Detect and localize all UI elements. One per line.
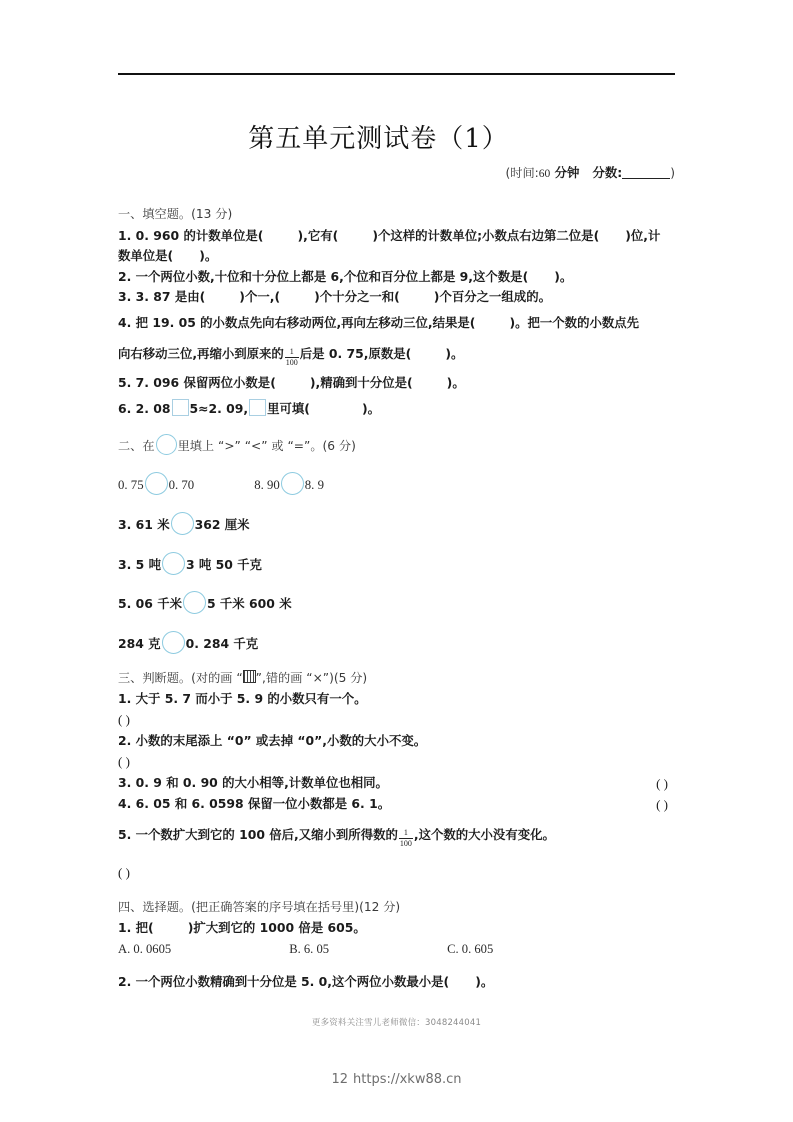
footer-url: https://xkw88.cn — [353, 1072, 462, 1087]
section3-q5 — [118, 825, 678, 848]
s4-q2-text: 2. 一个两位小数精确到十分位是 5. 0,这个两位小数最小是( — [118, 974, 450, 990]
score-blank[interactable] — [622, 178, 670, 179]
q5-part-c: )。 — [446, 374, 465, 390]
compare-circle-2[interactable] — [171, 512, 194, 535]
section3-heading-a: 三、判断题。(对的画 “ — [118, 671, 243, 686]
s3-q4-answer-paren[interactable]: ( ) — [656, 796, 668, 812]
compare-left-1: 0. 75 — [118, 478, 144, 493]
q4-part-c: 向右移动三位,再缩小到原来的 — [118, 345, 284, 361]
s3-q3-text: 3. 0. 9 和 0. 90 的大小相等,计数单位也相同。 — [118, 774, 388, 790]
checkmark-glyph-icon — [243, 670, 256, 683]
choice-c[interactable]: C. 0. 605 — [447, 942, 494, 957]
fraction-numerator: 1 — [289, 346, 294, 356]
q6-part-d: )。 — [361, 401, 381, 417]
compare-circle-3[interactable] — [162, 552, 185, 575]
watermark — [0, 1016, 793, 1028]
section3-heading-b: ”,错的画 “×”)(5 分) — [255, 671, 368, 686]
compare-circle-heading[interactable] — [156, 434, 177, 455]
answer-box-2[interactable] — [249, 399, 266, 416]
page-title — [0, 118, 793, 155]
section1-q1 — [118, 226, 678, 246]
meta-suffix: ) — [670, 166, 675, 180]
meta-time-prefix: (时间: — [505, 166, 539, 180]
section1-q3 — [118, 287, 678, 307]
q3-part-b: )个一,( — [239, 289, 281, 305]
q1-part-c: )个这样的计数单位;小数点右边第二位是( — [372, 227, 600, 243]
q5-part-a: 5. 7. 096 保留两位小数是( — [118, 374, 276, 390]
q4-part-b: )。把一个数的小数点先 — [509, 315, 640, 331]
choice-b[interactable]: B. 6. 05 — [289, 942, 330, 957]
compare-left-5: 284 克 — [118, 635, 161, 651]
section1-q1-cont — [118, 246, 678, 266]
compare-right-1: 0. 70 — [168, 478, 195, 493]
meta-score-label: 分数: — [592, 165, 623, 180]
section3-q2 — [118, 731, 678, 751]
compare-left-1b: 8. 90 — [254, 478, 280, 493]
compare-right-1b: 8. 9 — [304, 478, 324, 493]
section1-q4 — [118, 313, 678, 333]
q3-part-a: 3. 3. 87 是由( — [118, 289, 206, 305]
choice-a[interactable]: A. 0. 0605 — [118, 942, 172, 957]
meta-time-value: 60 — [538, 168, 551, 180]
section3-q3 — [118, 773, 678, 794]
q4-part-e: )。 — [445, 345, 464, 361]
compare-circle-4[interactable] — [183, 591, 206, 614]
section1-q5 — [118, 373, 678, 393]
s4-q2-end: )。 — [475, 974, 494, 990]
compare-right-3: 3 吨 50 千克 — [185, 556, 262, 572]
q3-part-c: )个十分之一和( — [314, 289, 400, 305]
fraction-one-hundredth — [285, 348, 299, 367]
q2-end: )。 — [554, 268, 573, 284]
q1-part-d: )位,计 — [625, 227, 661, 243]
section2-heading — [118, 434, 678, 457]
compare-left-2: 3. 61 米 — [118, 517, 170, 533]
compare-right-5: 0. 284 千克 — [185, 635, 259, 651]
s4-q1-part-b: )扩大到它的 1000 倍是 605。 — [187, 919, 366, 935]
section3-q1-mark — [118, 709, 678, 730]
s3-q1-answer-paren[interactable]: ( ) — [118, 712, 130, 728]
compare-left-3: 3. 5 吨 — [118, 556, 161, 572]
q6-part-b: 5≈2. 09, — [189, 401, 249, 417]
compare-circle-1b[interactable] — [281, 472, 304, 495]
section4-q1-choices — [118, 940, 678, 960]
q6-part-a: 6. 2. 08 — [118, 401, 171, 417]
compare-right-4: 5 千米 600 米 — [206, 596, 292, 612]
section4-heading-text: 四、选择题。(把正确答案的序号填在括号里)(12 分) — [118, 899, 401, 914]
section1-heading: 一、填空题。(13 分) — [118, 207, 233, 221]
q3-part-d: )个百分之一组成的。 — [433, 289, 551, 305]
fraction-denominator-2: 100 — [399, 838, 412, 848]
page-title-text: 第五单元测试卷（1） — [248, 124, 509, 154]
q1-part-a: 1. 0. 960 的计数单位是( — [118, 227, 264, 243]
section3-q1 — [118, 689, 678, 709]
fraction-denominator: 100 — [285, 357, 298, 367]
s3-q5-answer-paren[interactable]: ( ) — [118, 864, 130, 880]
compare-left-4: 5. 06 千米 — [118, 596, 182, 612]
section1-q4-cont — [118, 344, 678, 367]
compare-row-1 — [118, 472, 678, 496]
section1-q6 — [118, 399, 678, 419]
page-footer — [0, 1072, 793, 1087]
exam-meta — [0, 163, 793, 181]
section4-q2 — [118, 972, 678, 992]
s3-q5-part-b: ,这个数的大小没有变化。 — [413, 826, 555, 842]
s3-q2-text: 2. 小数的末尾添上 “0” 或去掉 “0”,小数的大小不变。 — [118, 732, 427, 748]
s3-q1-text: 1. 大于 5. 7 而小于 5. 9 的小数只有一个。 — [118, 690, 367, 706]
section3-q5-mark — [118, 862, 678, 883]
watermark-text: 更多资料关注雪儿老师微信：3048244041 — [311, 1018, 482, 1028]
q4-part-a: 4. 把 19. 05 的小数点先向右移动两位,再向左移动三位,结果是( — [118, 315, 476, 331]
q1-part-e: 数单位是( — [118, 248, 174, 264]
exam-content — [118, 205, 678, 993]
answer-box-1[interactable] — [172, 399, 189, 416]
q1-part-f: )。 — [199, 248, 218, 264]
q5-part-b: ),精确到十分位是( — [309, 374, 413, 390]
s3-q4-text: 4. 6. 05 和 6. 0598 保留一位小数都是 6. 1。 — [118, 795, 391, 811]
compare-right-2: 362 厘米 — [194, 517, 250, 533]
fraction-one-hundredth-2 — [399, 829, 413, 848]
s3-q2-answer-paren[interactable]: ( ) — [118, 754, 130, 770]
section2-heading-b: 里填上 “>” “<” 或 “=”。(6 分) — [177, 438, 356, 453]
section3-heading — [118, 668, 678, 689]
s3-q3-answer-paren[interactable]: ( ) — [656, 775, 668, 791]
q1-part-b: ),它有( — [297, 227, 339, 243]
page-number: 12 — [331, 1072, 349, 1087]
section2-heading-a: 二、在 — [118, 438, 155, 453]
compare-row-2 — [118, 512, 678, 536]
q2-text: 2. 一个两位小数,十位和十分位上都是 6,个位和百分位上都是 9,这个数是( — [118, 268, 529, 284]
q6-part-c: 里可填( — [267, 401, 310, 417]
q4-part-d: 后是 0. 75,原数是( — [299, 345, 412, 361]
s3-q5-part-a: 5. 一个数扩大到它的 100 倍后,又缩小到所得数的 — [118, 826, 398, 842]
section3-q4 — [118, 794, 678, 815]
section3-q2-mark — [118, 751, 678, 772]
section4-q1 — [118, 918, 678, 938]
section4-heading — [118, 897, 678, 918]
s4-q1-part-a: 1. 把( — [118, 919, 154, 935]
fraction-numerator-2: 1 — [403, 827, 408, 837]
compare-circle-1[interactable] — [145, 472, 168, 495]
compare-row-3 — [118, 552, 678, 576]
compare-row-4 — [118, 591, 678, 615]
meta-time-unit: 分钟 — [550, 165, 580, 180]
header-divider — [118, 73, 675, 75]
compare-circle-5[interactable] — [162, 631, 185, 654]
section1-q2 — [118, 267, 678, 287]
compare-row-5 — [118, 631, 678, 655]
